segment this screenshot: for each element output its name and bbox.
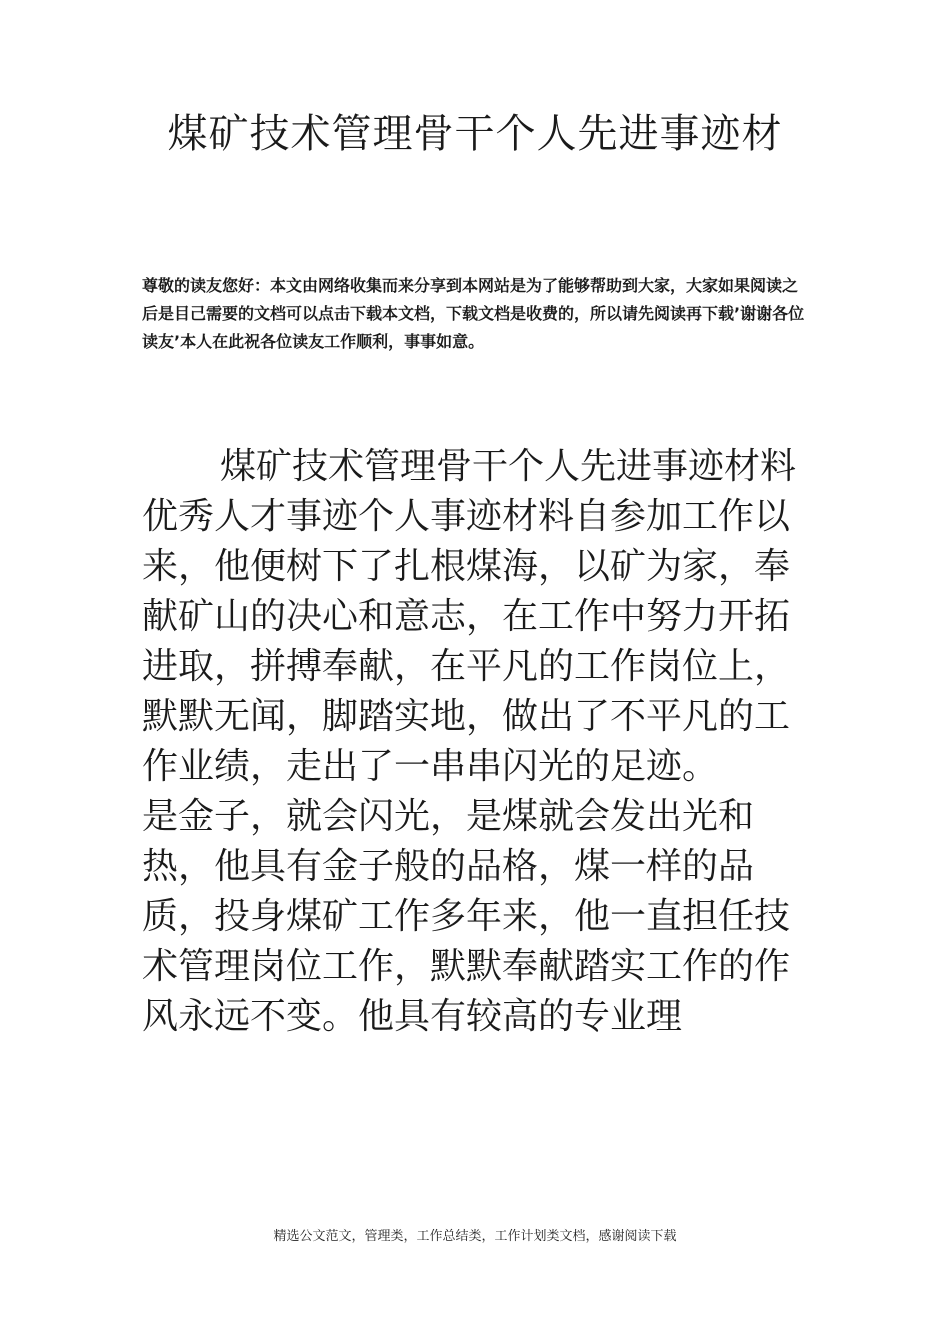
document-title: 煤矿技术管理骨干个人先进事迹材 — [167, 111, 783, 157]
body-paragraph: 优秀人才事迹个人事迹材料自参加工作以来，他便树下了扎根煤海，以矿为家，奉献矿山的决心和意志，在工作中努力开拓进取，拼搏奉献，在平凡的工作岗位上，默默无闻，脚踏实地，做出了不平凡的工作业绩，走出了一串串闪光的足迹。 — [142, 496, 791, 787]
page-footer: 精选公文范文，管理类，工作总结类，工作计划类文档，感谢阅读下载 — [273, 1229, 677, 1244]
body-paragraph: 是金子，就会闪光，是煤就会发出光和热，他具有金子般的品格，煤一样的品质，投身煤矿工作多年来，他一直担任技术管理岗位工作，默默奉献踏实工作的作风永远不变。他具有较高的专业理 — [142, 796, 791, 1037]
document-body — [142, 442, 812, 1042]
reader-notice: 尊敬的读友您好：本文由网络收集而来分享到本网站是为了能够帮助到大家，大家如果阅读之后是目己需要的文档可以点击下载本文档，下载文档是收费的，所以请先阅读再下载’谢谢各位读友’本人在此祝各位读友工作顺利，事事如意。 — [142, 276, 805, 351]
article-heading: 煤矿技术管理骨干个人先进事迹材料 — [220, 446, 797, 487]
